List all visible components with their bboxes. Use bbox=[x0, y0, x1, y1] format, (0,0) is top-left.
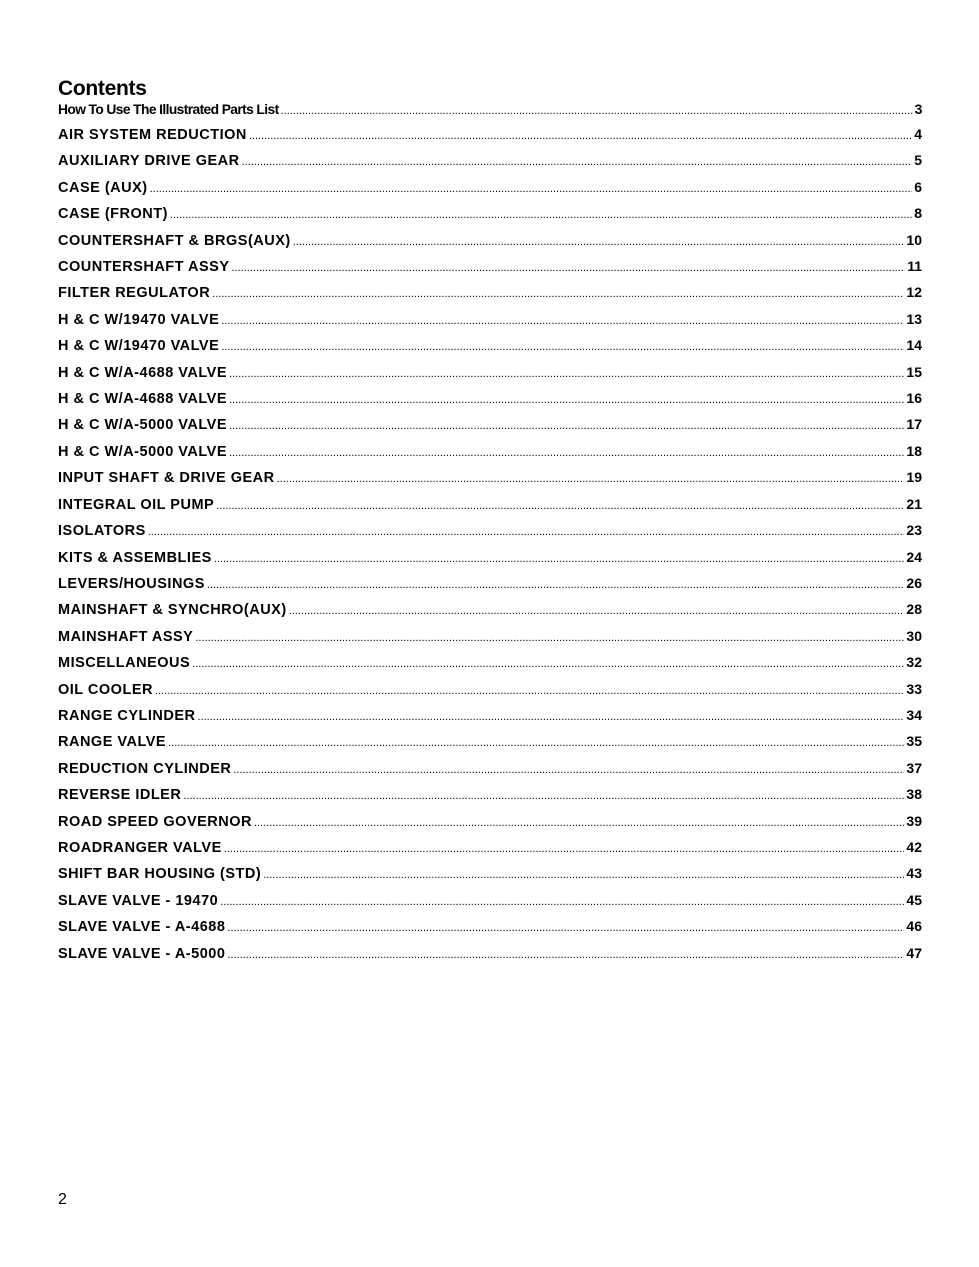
dot-leader bbox=[254, 817, 904, 829]
dot-leader bbox=[150, 183, 913, 195]
toc-entry-label: RANGE VALVE bbox=[58, 734, 167, 751]
toc-entry-label: How To Use The Illustrated Parts List bbox=[58, 102, 279, 117]
toc-entry-label: ROAD SPEED GOVERNOR bbox=[58, 813, 252, 830]
toc-entry-label: REVERSE IDLER bbox=[58, 787, 182, 804]
toc-entry[interactable] bbox=[58, 443, 922, 469]
toc-entry-label: SLAVE VALVE - A-4688 bbox=[58, 919, 226, 936]
toc-entry[interactable] bbox=[58, 786, 922, 812]
toc-entry-page: 26 bbox=[906, 574, 922, 591]
toc-entry-page: 8 bbox=[914, 205, 922, 222]
dot-leader bbox=[168, 737, 904, 749]
toc-entry-page: 37 bbox=[906, 759, 922, 776]
toc-entry-page: 17 bbox=[906, 416, 922, 433]
dot-leader bbox=[289, 605, 905, 617]
toc-entry[interactable] bbox=[58, 311, 922, 337]
toc-entry-page: 6 bbox=[914, 178, 922, 195]
toc-entry-page: 19 bbox=[906, 469, 922, 486]
toc-entry[interactable] bbox=[58, 284, 922, 310]
toc-entry-label: H & C W/A-4688 VALVE bbox=[58, 364, 227, 381]
dot-leader bbox=[216, 500, 904, 512]
dot-leader bbox=[229, 447, 904, 459]
toc-entry-page: 15 bbox=[906, 363, 922, 380]
dot-leader bbox=[229, 394, 904, 406]
dot-leader bbox=[148, 526, 905, 538]
toc-entry-page: 47 bbox=[906, 944, 922, 961]
toc-entry-page: 5 bbox=[914, 152, 922, 169]
toc-entry-label: SLAVE VALVE - 19470 bbox=[58, 892, 219, 909]
toc-entry-page: 33 bbox=[906, 680, 922, 697]
toc-entry-label: H & C W/19470 VALVE bbox=[58, 338, 220, 355]
toc-entry-page: 13 bbox=[906, 310, 922, 327]
dot-leader bbox=[212, 288, 904, 300]
toc-entry[interactable] bbox=[58, 760, 922, 786]
toc-entry-page: 42 bbox=[906, 838, 922, 855]
dot-leader bbox=[229, 420, 904, 432]
toc-entry[interactable] bbox=[58, 337, 922, 363]
toc-entry-page: 24 bbox=[906, 548, 922, 565]
dot-leader bbox=[170, 209, 912, 221]
toc-entry-page: 23 bbox=[906, 522, 922, 539]
toc-entry-label: RANGE CYLINDER bbox=[58, 707, 196, 724]
toc-entry-page: 38 bbox=[906, 786, 922, 803]
toc-entry-label: AIR SYSTEM REDUCTION bbox=[58, 127, 247, 143]
dot-leader bbox=[198, 711, 905, 723]
dot-leader bbox=[192, 658, 904, 670]
toc-entry-page: 34 bbox=[906, 706, 922, 723]
toc-entry[interactable] bbox=[58, 813, 922, 839]
toc-entry-label: MISCELLANEOUS bbox=[58, 655, 191, 672]
toc-list bbox=[58, 101, 922, 971]
toc-entry-page: 10 bbox=[906, 231, 922, 248]
toc-entry-page: 35 bbox=[906, 733, 922, 750]
toc-entry-label: CASE (AUX) bbox=[58, 179, 148, 196]
toc-entry-label: COUNTERSHAFT ASSY bbox=[58, 259, 230, 276]
toc-entry[interactable] bbox=[58, 945, 922, 971]
dot-leader bbox=[242, 156, 913, 168]
toc-entry-page: 18 bbox=[906, 442, 922, 459]
toc-entry[interactable] bbox=[58, 205, 922, 231]
toc-entry-label: KITS & ASSEMBLIES bbox=[58, 549, 212, 566]
dot-leader bbox=[229, 368, 904, 380]
toc-entry-page: 45 bbox=[906, 891, 922, 908]
toc-entry[interactable] bbox=[58, 918, 922, 944]
toc-entry[interactable] bbox=[58, 232, 922, 258]
dot-leader bbox=[232, 262, 906, 274]
toc-entry[interactable] bbox=[58, 839, 922, 865]
toc-entry-label: COUNTERSHAFT & BRGS(AUX) bbox=[58, 232, 291, 249]
dot-leader bbox=[293, 236, 905, 248]
toc-entry-label: H & C W/A-5000 VALVE bbox=[58, 417, 227, 434]
toc-entry-page: 32 bbox=[906, 654, 922, 671]
toc-entry-label: REDUCTION CYLINDER bbox=[58, 760, 232, 777]
dot-leader bbox=[155, 685, 904, 697]
toc-entry-label: INTEGRAL OIL PUMP bbox=[58, 496, 215, 513]
toc-entry-label: ROADRANGER VALVE bbox=[58, 839, 222, 856]
toc-entry[interactable] bbox=[58, 733, 922, 759]
dot-leader bbox=[227, 922, 904, 934]
toc-entry[interactable] bbox=[58, 179, 922, 205]
toc-entry-label: MAINSHAFT ASSY bbox=[58, 628, 194, 645]
toc-entry-page: 30 bbox=[906, 627, 922, 644]
dot-leader bbox=[207, 579, 905, 591]
toc-entry-label: MAINSHAFT & SYNCHRO(AUX) bbox=[58, 602, 287, 619]
dot-leader bbox=[195, 632, 904, 644]
toc-entry-page: 28 bbox=[906, 601, 922, 618]
toc-entry[interactable] bbox=[58, 101, 922, 126]
toc-entry[interactable] bbox=[58, 364, 922, 390]
toc-entry-label: OIL COOLER bbox=[58, 681, 153, 698]
toc-entry[interactable] bbox=[58, 522, 922, 548]
toc-entry-label: ISOLATORS bbox=[58, 523, 146, 540]
dot-leader bbox=[233, 764, 904, 776]
dot-leader bbox=[221, 315, 904, 327]
toc-entry[interactable] bbox=[58, 152, 922, 178]
toc-entry[interactable] bbox=[58, 628, 922, 654]
dot-leader bbox=[249, 130, 912, 142]
toc-entry-label: AUXILIARY DRIVE GEAR bbox=[58, 153, 240, 170]
dot-leader bbox=[221, 341, 904, 353]
dot-leader bbox=[220, 896, 904, 908]
toc-entry-page: 39 bbox=[906, 812, 922, 829]
toc-entry[interactable] bbox=[58, 865, 922, 891]
page-number: 2 bbox=[58, 1191, 67, 1208]
toc-entry-page: 14 bbox=[906, 337, 922, 354]
toc-entry-page: 21 bbox=[906, 495, 922, 512]
page-title: Contents bbox=[58, 77, 147, 100]
dot-leader bbox=[277, 473, 905, 485]
toc-entry[interactable] bbox=[58, 416, 922, 442]
toc-entry-page: 11 bbox=[907, 258, 922, 275]
toc-entry[interactable] bbox=[58, 892, 922, 918]
toc-entry-label: INPUT SHAFT & DRIVE GEAR bbox=[58, 470, 275, 487]
toc-entry-page: 43 bbox=[906, 865, 922, 882]
toc-entry[interactable] bbox=[58, 469, 922, 495]
toc-entry-label: H & C W/19470 VALVE bbox=[58, 311, 220, 328]
toc-entry-page: 3 bbox=[914, 101, 922, 117]
toc-entry[interactable] bbox=[58, 390, 922, 416]
toc-entry[interactable] bbox=[58, 707, 922, 733]
dot-leader bbox=[224, 843, 905, 855]
toc-entry[interactable] bbox=[58, 654, 922, 680]
dot-leader bbox=[281, 105, 913, 117]
toc-entry[interactable] bbox=[58, 681, 922, 707]
dot-leader bbox=[214, 553, 905, 565]
toc-entry-page: 12 bbox=[906, 284, 922, 301]
toc-entry-page: 16 bbox=[906, 390, 922, 407]
toc-entry-label: SLAVE VALVE - A-5000 bbox=[58, 945, 226, 962]
toc-entry[interactable] bbox=[58, 601, 922, 627]
dot-leader bbox=[227, 949, 904, 961]
toc-entry-label: SHIFT BAR HOUSING (STD) bbox=[58, 866, 262, 883]
toc-entry-label: H & C W/A-4688 VALVE bbox=[58, 391, 227, 408]
toc-entry[interactable] bbox=[58, 126, 922, 152]
toc-entry[interactable] bbox=[58, 496, 922, 522]
toc-entry-label: H & C W/A-5000 VALVE bbox=[58, 443, 227, 460]
toc-entry[interactable] bbox=[58, 575, 922, 601]
toc-entry-label: CASE (FRONT) bbox=[58, 206, 168, 223]
toc-entry-label: LEVERS/HOUSINGS bbox=[58, 575, 205, 592]
dot-leader bbox=[183, 790, 904, 802]
toc-entry[interactable] bbox=[58, 258, 922, 284]
toc-entry[interactable] bbox=[58, 549, 922, 575]
toc-entry-page: 4 bbox=[914, 126, 922, 142]
toc-entry-page: 46 bbox=[906, 918, 922, 935]
toc-entry-label: FILTER REGULATOR bbox=[58, 285, 211, 302]
dot-leader bbox=[263, 869, 904, 881]
